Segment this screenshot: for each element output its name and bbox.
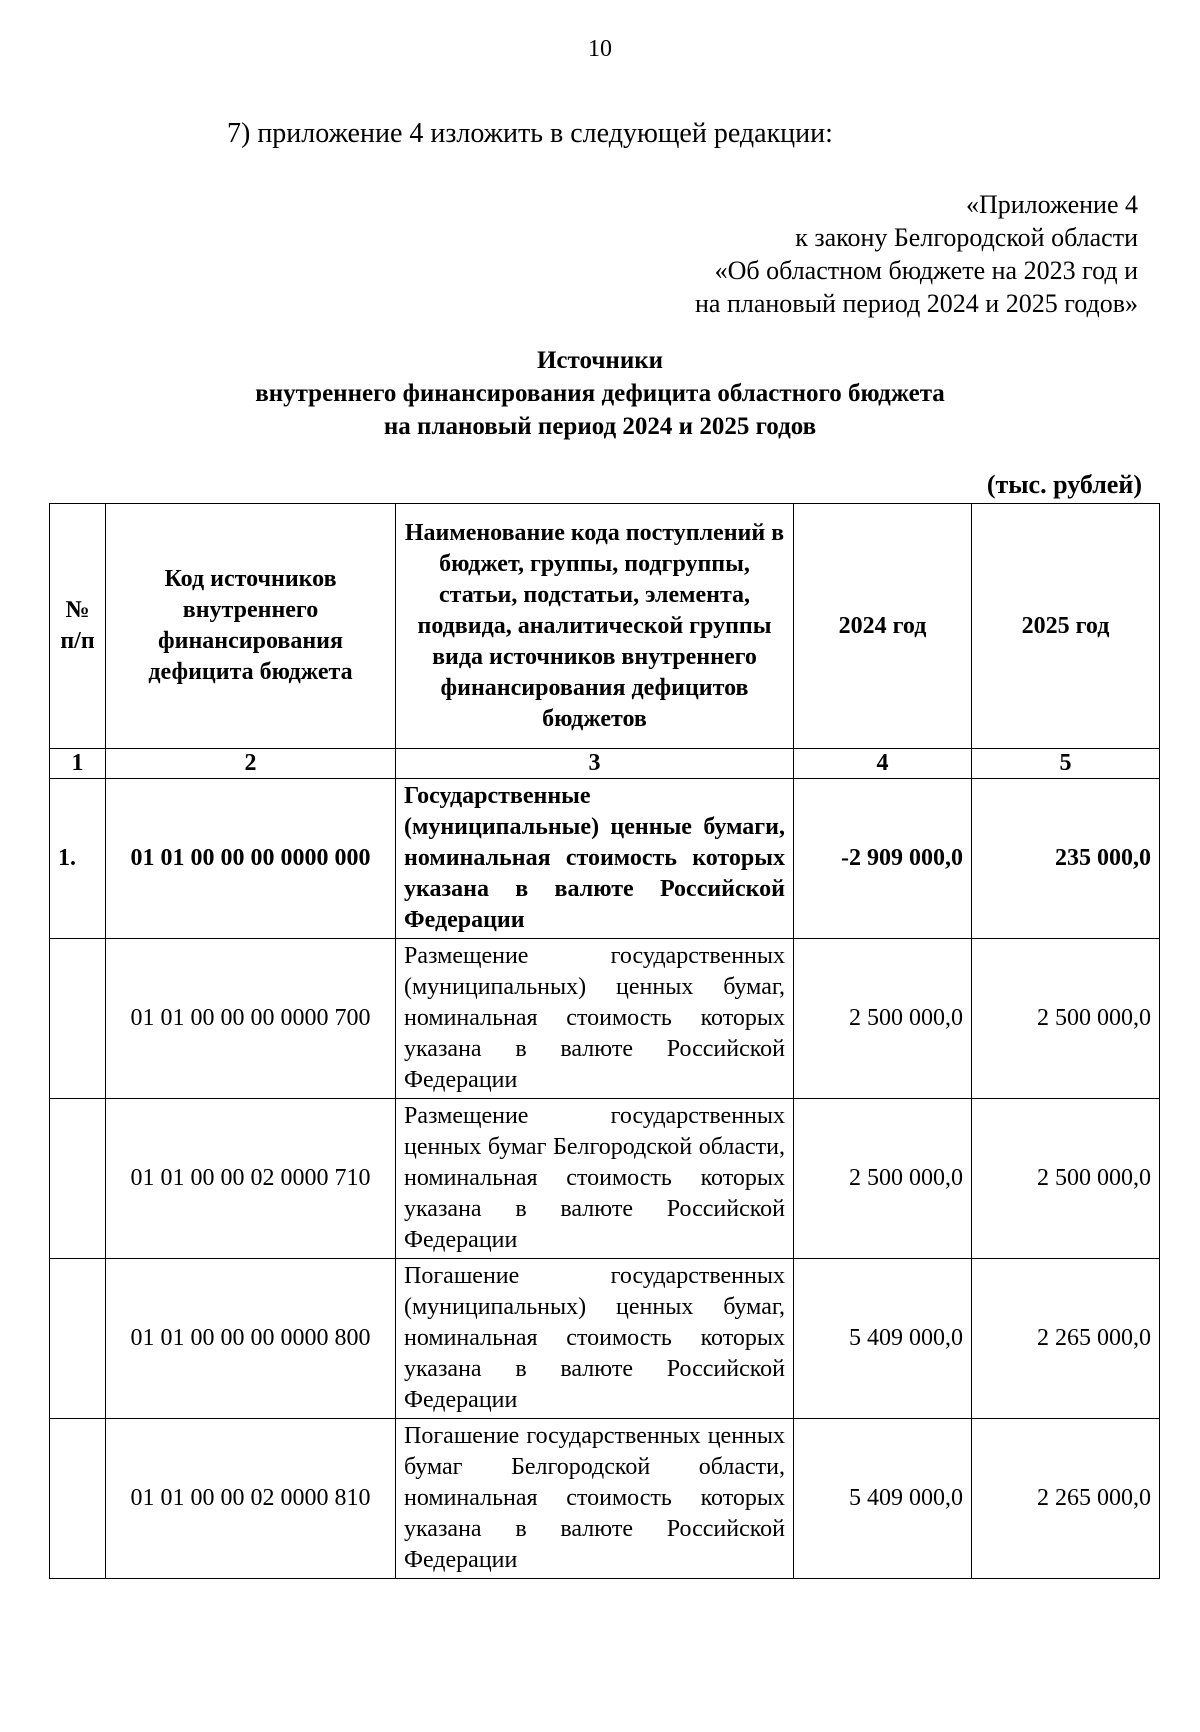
document-title [0,344,1200,443]
header-name: Наименование кода поступлений в бюджет, группы, подгруппы, статьи, подстатьи, элемента, подвида, аналитической группы вида источников внутреннего финансирования дефицитов бюджетов [396,504,794,749]
column-number-row [50,749,1160,779]
title-line-2: внутреннего финансирования дефицита областного бюджета [255,380,945,407]
appendix-line-2: к закону Белгородской области [795,223,1138,252]
table-header-row [50,504,1160,749]
financing-sources-table [49,503,1160,1579]
row-value-2025: 235 000,0 [972,779,1160,939]
intro-text: 7) приложение 4 изложить в следующей редакции: [227,118,833,149]
row-value-2024: -2 909 000,0 [794,779,972,939]
title-line-1: Источники [536,347,664,374]
header-2025: 2025 год [972,504,1160,749]
row-name: Погашение государственных (муниципальных) ценных бумаг, номинальная стоимость которых указана в валюте Российской Федерации [396,1259,794,1419]
table-row [50,1099,1160,1259]
row-value-2025: 2 500 000,0 [972,939,1160,1099]
table-row [50,779,1160,939]
row-num [50,1099,106,1259]
row-code: 01 01 00 00 02 0000 710 [106,1099,396,1259]
row-num [50,1419,106,1579]
row-value-2025: 2 265 000,0 [972,1259,1160,1419]
appendix-line-1: «Приложение 4 [965,190,1138,219]
row-num [50,939,106,1099]
row-name: Размещение государственных ценных бумаг Белгородской области, номинальная стоимость которых указана в валюте Российской Федерации [396,1099,794,1259]
row-value-2025: 2 500 000,0 [972,1099,1160,1259]
appendix-line-4: на плановый период 2024 и 2025 годов» [695,289,1138,318]
row-name: Погашение государственных ценных бумаг Белгородской области, номинальная стоимость которых указана в валюте Российской Федерации [396,1419,794,1579]
row-code: 01 01 00 00 00 0000 700 [106,939,396,1099]
table-row [50,1419,1160,1579]
row-name: Размещение государственных (муниципальных) ценных бумаг, номинальная стоимость которых указана в валюте Российской Федерации [396,939,794,1099]
row-code: 01 01 00 00 00 0000 800 [106,1259,396,1419]
appendix-reference [695,188,1138,320]
column-number: 4 [794,749,972,779]
column-number: 1 [50,749,106,779]
header-code: Код источников внутреннего финансирования дефицита бюджета [106,504,396,749]
row-code: 01 01 00 00 02 0000 810 [106,1419,396,1579]
row-value-2025: 2 265 000,0 [972,1419,1160,1579]
page-number: 10 [588,36,612,62]
header-num: № п/п [50,504,106,749]
table-row [50,939,1160,1099]
appendix-line-3: «Об областном бюджете на 2023 год и [714,256,1138,285]
row-num: 1. [50,779,106,939]
column-number: 3 [396,749,794,779]
column-number: 5 [972,749,1160,779]
table-row [50,1259,1160,1419]
row-value-2024: 5 409 000,0 [794,1419,972,1579]
title-line-3: на плановый период 2024 и 2025 годов [383,413,817,440]
row-code: 01 01 00 00 00 0000 000 [106,779,396,939]
header-2024: 2024 год [794,504,972,749]
row-value-2024: 2 500 000,0 [794,939,972,1099]
row-name: Государственные (муниципальные) ценные бумаги, номинальная стоимость которых указана в валюте Российской Федерации [396,779,794,939]
row-value-2024: 5 409 000,0 [794,1259,972,1419]
units-label: (тыс. рублей) [986,470,1142,499]
row-num [50,1259,106,1419]
row-value-2024: 2 500 000,0 [794,1099,972,1259]
column-number: 2 [106,749,396,779]
